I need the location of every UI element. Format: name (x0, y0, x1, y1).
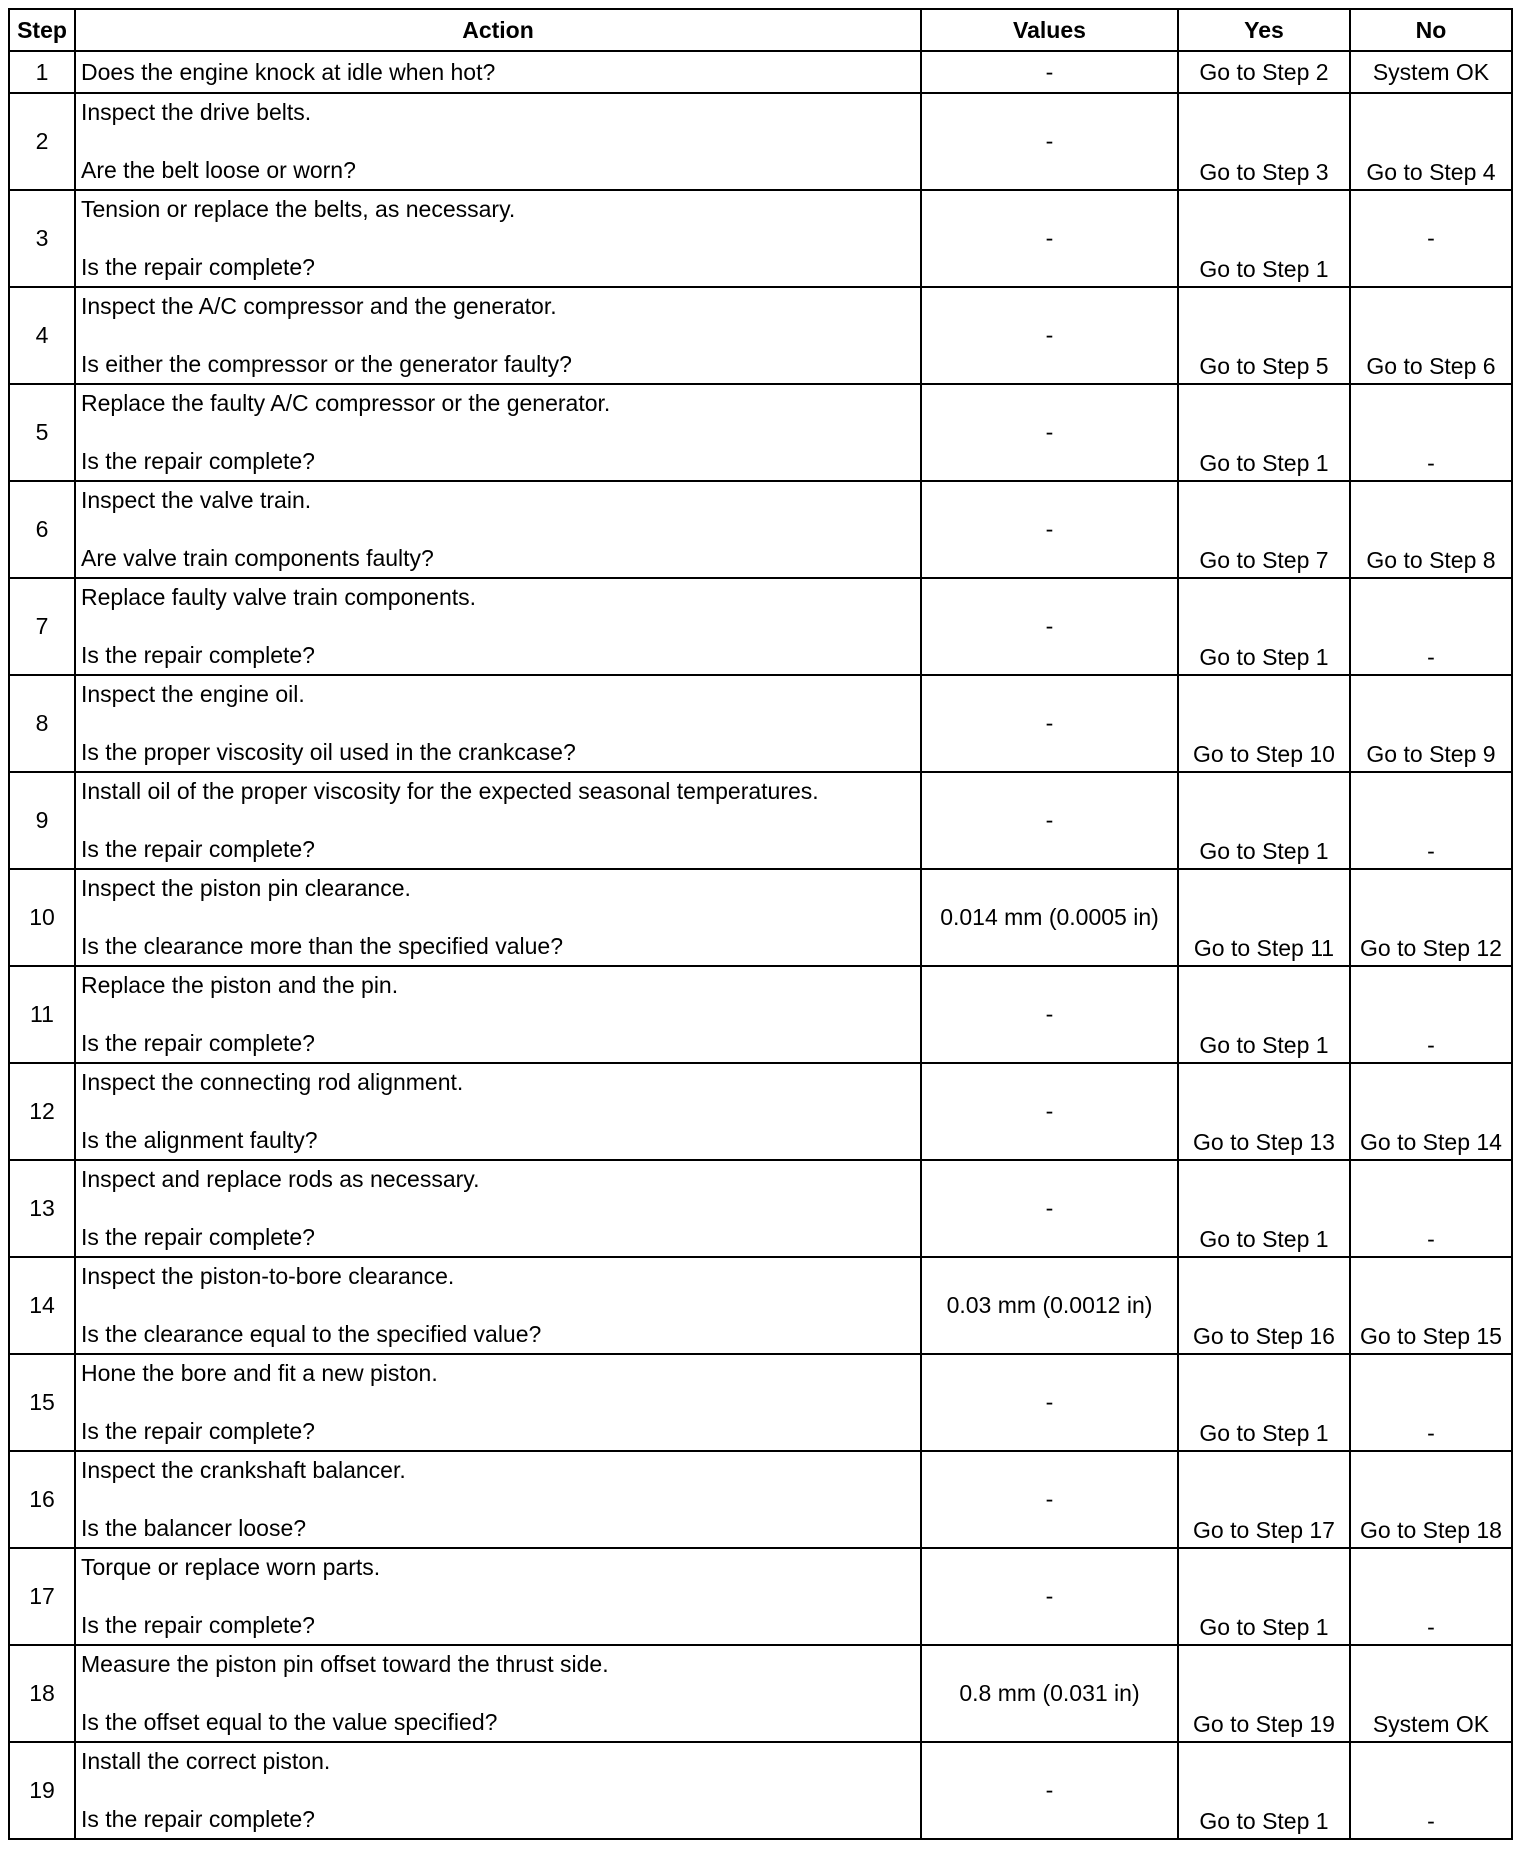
action-spacer (81, 1484, 916, 1515)
table-row (9, 1645, 1512, 1742)
action-cell (75, 1063, 921, 1160)
action-question: Is the repair complete? (81, 448, 315, 474)
step-number: 11 (9, 966, 75, 1063)
action-question: Is the proper viscosity oil used in the crankcase? (81, 739, 576, 765)
yes-result: Go to Step 13 (1178, 1063, 1350, 1160)
no-result: Go to Step 4 (1350, 93, 1512, 190)
action-instruction: Inspect the engine oil. (81, 681, 305, 707)
spec-value: - (921, 384, 1178, 481)
yes-result: Go to Step 10 (1178, 675, 1350, 772)
action-spacer (81, 611, 916, 642)
step-number: 5 (9, 384, 75, 481)
spec-value: 0.014 mm (0.0005 in) (921, 869, 1178, 966)
yes-result: Go to Step 1 (1178, 966, 1350, 1063)
action-cell (75, 384, 921, 481)
action-question: Is the balancer loose? (81, 1515, 307, 1541)
action-cell (75, 1160, 921, 1257)
action-spacer (81, 1193, 916, 1224)
action-question: Is the repair complete? (81, 254, 315, 280)
action-question: Is the clearance more than the specified value? (81, 933, 564, 959)
action-instruction: Does the engine knock at idle when hot? (81, 58, 496, 85)
action-instruction: Hone the bore and fit a new piston. (81, 1360, 438, 1386)
yes-result: Go to Step 1 (1178, 772, 1350, 869)
yes-result: Go to Step 17 (1178, 1451, 1350, 1548)
action-spacer (81, 1290, 916, 1321)
action-instruction: Install oil of the proper viscosity for the expected seasonal temperatures. (81, 778, 819, 804)
spec-value: - (921, 578, 1178, 675)
table-row (9, 1063, 1512, 1160)
action-cell (75, 190, 921, 287)
action-instruction: Inspect the piston pin clearance. (81, 875, 411, 901)
action-instruction: Install the correct piston. (81, 1748, 331, 1774)
action-cell (75, 1742, 921, 1839)
table-row (9, 93, 1512, 190)
step-number: 3 (9, 190, 75, 287)
diagnostic-table (8, 8, 1513, 1840)
step-number: 7 (9, 578, 75, 675)
spec-value: - (921, 1160, 1178, 1257)
action-question: Are valve train components faulty? (81, 545, 434, 571)
step-number: 14 (9, 1257, 75, 1354)
no-result: - (1350, 1160, 1512, 1257)
action-question: Is the repair complete? (81, 1612, 315, 1638)
no-result: Go to Step 15 (1350, 1257, 1512, 1354)
step-number: 10 (9, 869, 75, 966)
header-row (9, 9, 1512, 51)
step-number: 2 (9, 93, 75, 190)
spec-value: - (921, 190, 1178, 287)
action-spacer (81, 805, 916, 836)
header-yes: Yes (1178, 9, 1350, 51)
yes-result: Go to Step 1 (1178, 384, 1350, 481)
spec-value: - (921, 675, 1178, 772)
action-instruction: Inspect the piston-to-bore clearance. (81, 1263, 455, 1289)
action-spacer (81, 1678, 916, 1709)
action-spacer (81, 1581, 916, 1612)
spec-value: - (921, 1548, 1178, 1645)
action-instruction: Inspect the connecting rod alignment. (81, 1069, 464, 1095)
action-spacer (81, 223, 916, 254)
table-row (9, 1160, 1512, 1257)
spec-value: - (921, 966, 1178, 1063)
no-result: Go to Step 9 (1350, 675, 1512, 772)
action-spacer (81, 708, 916, 739)
step-number: 18 (9, 1645, 75, 1742)
table-row (9, 190, 1512, 287)
yes-result: Go to Step 16 (1178, 1257, 1350, 1354)
action-question: Is the repair complete? (81, 1418, 315, 1444)
step-number: 13 (9, 1160, 75, 1257)
header-values: Values (921, 9, 1178, 51)
action-question: Is either the compressor or the generator faulty? (81, 351, 572, 377)
step-number: 6 (9, 481, 75, 578)
action-question: Is the repair complete? (81, 1030, 315, 1056)
step-number: 16 (9, 1451, 75, 1548)
no-result: - (1350, 1548, 1512, 1645)
no-result: Go to Step 14 (1350, 1063, 1512, 1160)
yes-result: Go to Step 11 (1178, 869, 1350, 966)
action-cell (75, 1645, 921, 1742)
table-row (9, 1548, 1512, 1645)
yes-result: Go to Step 1 (1178, 1742, 1350, 1839)
action-spacer (81, 1096, 916, 1127)
spec-value: - (921, 1451, 1178, 1548)
action-spacer (81, 320, 916, 351)
spec-value: - (921, 1742, 1178, 1839)
no-result: - (1350, 384, 1512, 481)
no-result: Go to Step 12 (1350, 869, 1512, 966)
header-step: Step (9, 9, 75, 51)
no-result: - (1350, 1742, 1512, 1839)
action-question: Is the repair complete? (81, 1224, 315, 1250)
action-instruction: Inspect the drive belts. (81, 99, 312, 125)
action-cell (75, 578, 921, 675)
step-number: 17 (9, 1548, 75, 1645)
no-result: - (1350, 966, 1512, 1063)
no-result: Go to Step 8 (1350, 481, 1512, 578)
no-result: Go to Step 6 (1350, 287, 1512, 384)
action-cell (75, 772, 921, 869)
action-question: Is the alignment faulty? (81, 1127, 318, 1153)
action-instruction: Replace the piston and the pin. (81, 972, 399, 998)
spec-value: 0.03 mm (0.0012 in) (921, 1257, 1178, 1354)
step-number: 9 (9, 772, 75, 869)
spec-value: - (921, 481, 1178, 578)
table-row (9, 1257, 1512, 1354)
spec-value: - (921, 93, 1178, 190)
action-instruction: Inspect the valve train. (81, 487, 312, 513)
action-instruction: Replace the faulty A/C compressor or the generator. (81, 390, 611, 416)
yes-result: Go to Step 5 (1178, 287, 1350, 384)
yes-result: Go to Step 2 (1178, 51, 1350, 93)
no-result: System OK (1350, 1645, 1512, 1742)
no-result: Go to Step 18 (1350, 1451, 1512, 1548)
spec-value: 0.8 mm (0.031 in) (921, 1645, 1178, 1742)
diagnostic-table-container (8, 8, 1511, 1840)
action-instruction: Replace faulty valve train components. (81, 584, 477, 610)
spec-value: - (921, 51, 1178, 93)
action-cell (75, 1548, 921, 1645)
spec-value: - (921, 772, 1178, 869)
action-spacer (81, 417, 916, 448)
table-row (9, 1742, 1512, 1839)
action-cell (75, 966, 921, 1063)
action-spacer (81, 1775, 916, 1806)
action-question: Is the repair complete? (81, 836, 315, 862)
action-question: Is the repair complete? (81, 1806, 315, 1832)
action-spacer (81, 999, 916, 1030)
step-number: 4 (9, 287, 75, 384)
action-spacer (81, 1387, 916, 1418)
yes-result: Go to Step 1 (1178, 1548, 1350, 1645)
spec-value: - (921, 1354, 1178, 1451)
action-instruction: Torque or replace worn parts. (81, 1554, 381, 1580)
action-cell (75, 1354, 921, 1451)
yes-result: Go to Step 3 (1178, 93, 1350, 190)
action-question: Is the repair complete? (81, 642, 315, 668)
action-instruction: Inspect and replace rods as necessary. (81, 1166, 480, 1192)
no-result: - (1350, 190, 1512, 287)
action-question: Is the clearance equal to the specified value? (81, 1321, 542, 1347)
action-spacer (81, 126, 916, 157)
step-number: 1 (9, 51, 75, 93)
action-cell (75, 1451, 921, 1548)
yes-result: Go to Step 1 (1178, 578, 1350, 675)
no-result: - (1350, 772, 1512, 869)
table-row (9, 869, 1512, 966)
no-result: - (1350, 578, 1512, 675)
table-row (9, 384, 1512, 481)
step-number: 19 (9, 1742, 75, 1839)
table-row (9, 675, 1512, 772)
table-row (9, 1354, 1512, 1451)
action-cell (75, 869, 921, 966)
action-cell (75, 51, 921, 93)
action-cell (75, 1257, 921, 1354)
action-cell (75, 481, 921, 578)
action-cell (75, 675, 921, 772)
action-spacer (81, 514, 916, 545)
action-spacer (81, 902, 916, 933)
yes-result: Go to Step 1 (1178, 190, 1350, 287)
step-number: 12 (9, 1063, 75, 1160)
action-instruction: Inspect the A/C compressor and the generator. (81, 293, 557, 319)
action-cell (75, 93, 921, 190)
action-question: Are the belt loose or worn? (81, 157, 356, 183)
no-result: - (1350, 1354, 1512, 1451)
yes-result: Go to Step 1 (1178, 1160, 1350, 1257)
table-row (9, 287, 1512, 384)
yes-result: Go to Step 7 (1178, 481, 1350, 578)
action-cell (75, 287, 921, 384)
step-number: 15 (9, 1354, 75, 1451)
action-instruction: Inspect the crankshaft balancer. (81, 1457, 406, 1483)
no-result: System OK (1350, 51, 1512, 93)
yes-result: Go to Step 1 (1178, 1354, 1350, 1451)
spec-value: - (921, 1063, 1178, 1160)
step-number: 8 (9, 675, 75, 772)
table-row (9, 1451, 1512, 1548)
action-instruction: Measure the piston pin offset toward the thrust side. (81, 1651, 609, 1677)
header-no: No (1350, 9, 1512, 51)
action-instruction: Tension or replace the belts, as necessary. (81, 196, 516, 222)
header-action: Action (75, 9, 921, 51)
action-question: Is the offset equal to the value specified? (81, 1709, 498, 1735)
yes-result: Go to Step 19 (1178, 1645, 1350, 1742)
table-row (9, 772, 1512, 869)
table-row (9, 578, 1512, 675)
table-row (9, 51, 1512, 93)
table-body (9, 51, 1512, 1839)
table-row (9, 481, 1512, 578)
spec-value: - (921, 287, 1178, 384)
table-row (9, 966, 1512, 1063)
